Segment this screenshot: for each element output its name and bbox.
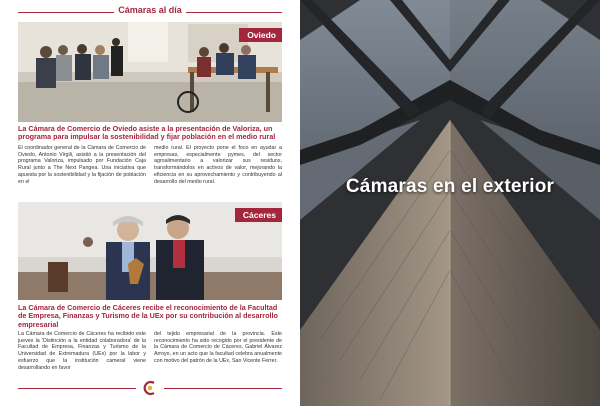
footer-rule-left <box>18 388 136 389</box>
article-column: La Cámara de Comercio de Cáceres ha recibido este jueves la 'Distinción a la entidad colaboradora' de la Facultad de Empresa, Finanzas y Turismo de la Universidad de Extremadura (UEx) por la labor y esfuerzo que la institución cameral viene desarrollando en favor <box>18 331 146 371</box>
article-column: El coordinador general de la Cámara de Comercio de Oviedo, Antonio Virgili, asistió a la presentación del programa Valoriza, impulsado por Fundación Caja Rural junto a The Next Pangea. Una iniciativa que apuesta por la sostenibilidad y la fijación de población en el <box>18 145 146 185</box>
oviedo-photo <box>18 22 282 122</box>
article-column: del tejido empresarial de la provincia. Este reconocimiento ha sido recogido por el presidente de la Cámara de Comercio de Cáceres, Gabriel Álvarez Arroyo, en un acto que la facultad celebra anualmente con motivo del patrón de la UEx, San Vicente Ferrer. <box>154 331 282 364</box>
right-page <box>300 0 600 406</box>
article-body-caceres <box>18 331 282 371</box>
article-headline-caceres: La Cámara de Comercio de Cáceres recibe el reconocimiento de la Facultad de Empresa, Finanzas y Turismo de la UEx por su contribución al desarrollo empresarial <box>18 303 278 329</box>
chamber-logo-icon <box>143 380 157 396</box>
caceres-photo <box>18 202 282 300</box>
article-body-oviedo <box>18 145 282 185</box>
section-title: Cámaras al día <box>118 5 182 15</box>
header-rule-left <box>18 12 114 13</box>
header-rule-right <box>186 12 282 13</box>
article-column: medio rural. El proyecto pone el foco en ayudar a empresas, especialmente pymes, del sector agroalimentario a valorizar sus residuos, transformándolos en activos de valor, mejorando la eficiencia en su aprovechamiento y contribuyendo al desarrollo del medio rural. <box>154 145 282 185</box>
architecture-photo <box>300 0 600 406</box>
article-headline-oviedo: La Cámara de Comercio de Oviedo asiste a la presentación de Valoriza, un programa para impulsar la sostenibilidad y fijar población en el medio rural <box>18 124 276 142</box>
section-title-exterior: Cámaras en el exterior <box>345 176 555 197</box>
footer-rule-right <box>164 388 282 389</box>
location-tag-caceres: Cáceres <box>235 208 282 222</box>
location-tag-oviedo: Oviedo <box>239 28 282 42</box>
